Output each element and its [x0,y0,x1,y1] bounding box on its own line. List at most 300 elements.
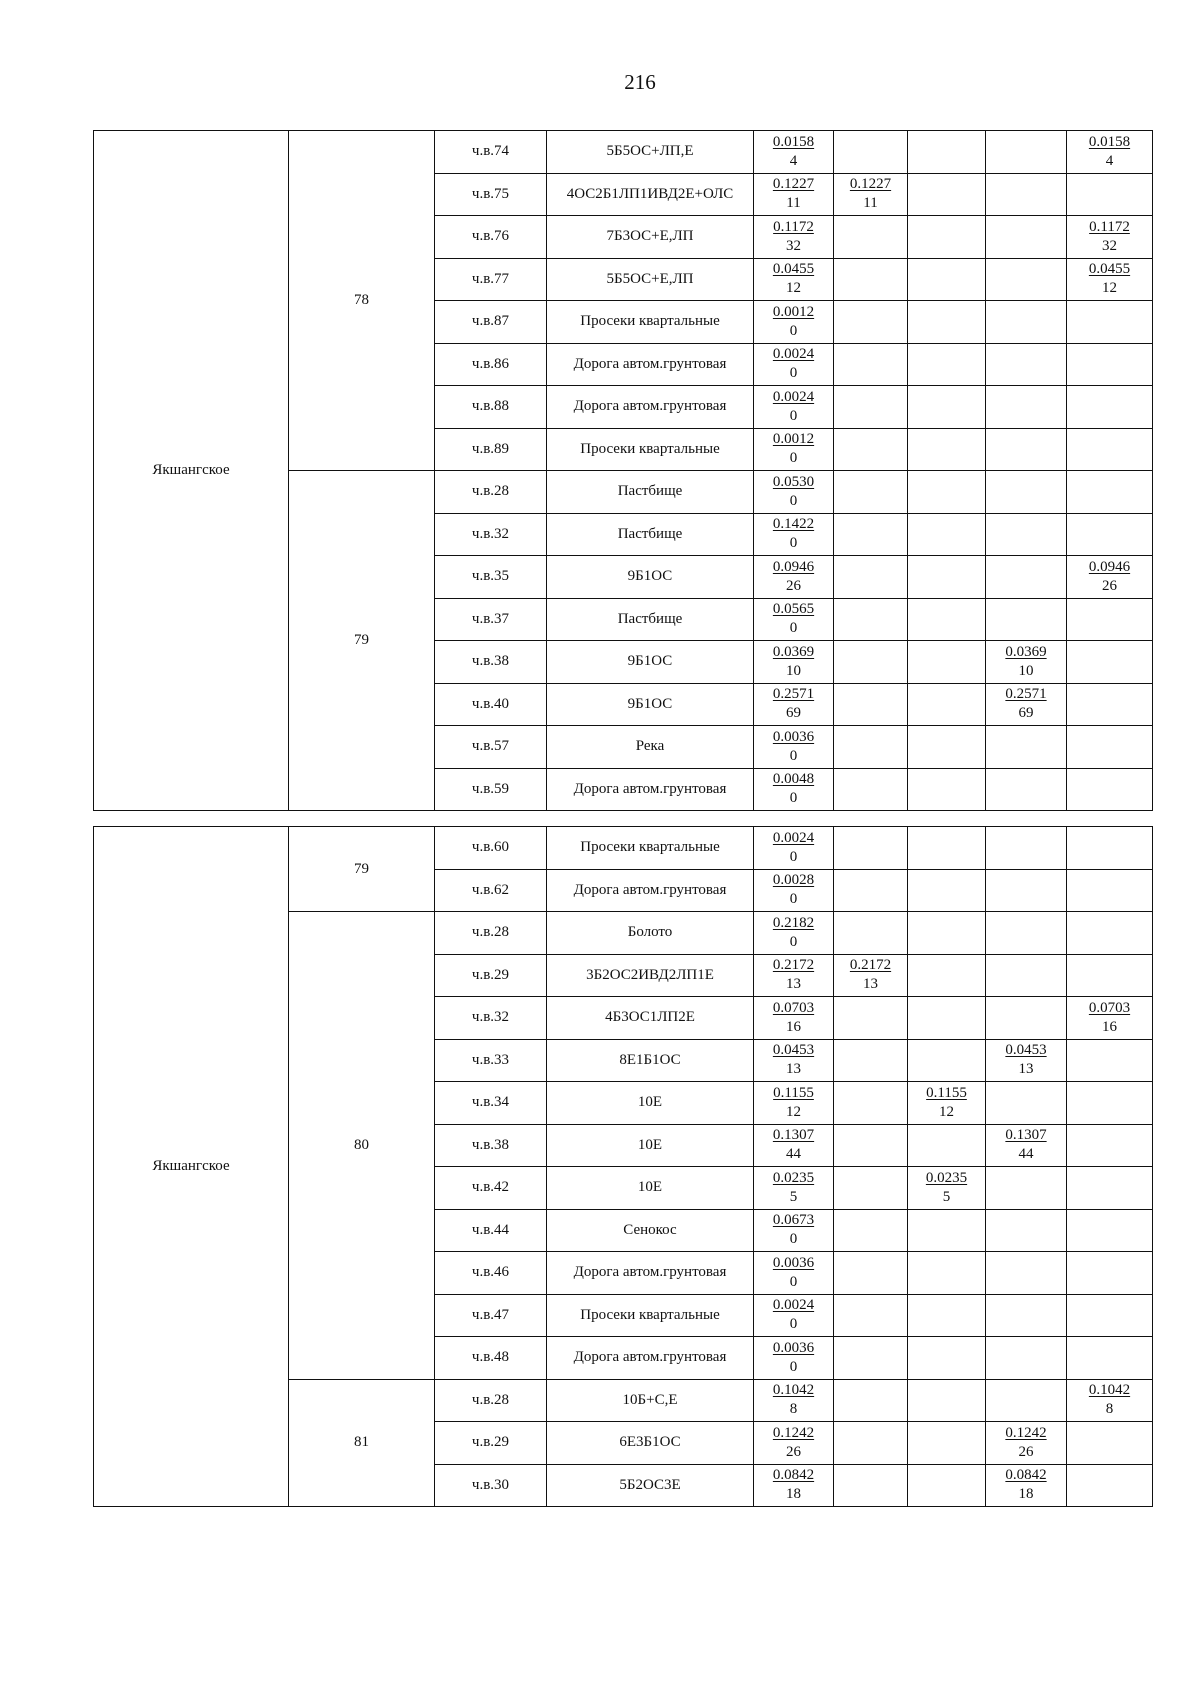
page-number: 216 [624,70,656,94]
kvartal-number-cell: 78 [289,131,435,471]
volume-value: 13 [863,976,878,993]
part-cell: ч.в.59 [435,768,547,811]
value-cell [1067,1039,1153,1082]
area-value: 0.0036 [772,1254,815,1271]
value-cell [754,556,834,599]
volume-value: 12 [786,1103,801,1120]
volume-value: 0 [789,1358,798,1375]
stand-composition-cell: Дорога автом.грунтовая [547,869,754,912]
part-cell: ч.в.75 [435,173,547,216]
part-cell: ч.в.34 [435,1082,547,1125]
volume-value: 0 [789,1316,798,1333]
volume-value: 12 [786,280,801,297]
value-cell [1067,428,1153,471]
value-cell [834,173,908,216]
volume-value: 0 [789,620,798,637]
area-value: 0.0530 [772,473,815,490]
value-cell [834,997,908,1040]
volume-value: 13 [786,1061,801,1078]
area-value: 0.0012 [772,303,815,320]
area-value: 0.0024 [772,829,815,846]
value-cell [754,768,834,811]
value-cell [1067,768,1153,811]
value-cell [754,1379,834,1422]
value-cell [754,869,834,912]
value-cell [908,1294,986,1337]
value-cell [834,912,908,955]
value-cell [986,1124,1067,1167]
value-cell [834,1167,908,1210]
part-cell: ч.в.76 [435,216,547,259]
kvartal-number-cell: 80 [289,912,435,1380]
value-cell [986,1337,1067,1380]
volume-value: 26 [1102,577,1117,594]
area-value: 0.0036 [772,1339,815,1356]
area-value: 0.1155 [926,1084,967,1101]
part-cell: ч.в.42 [435,1167,547,1210]
volume-value: 69 [1018,705,1034,722]
value-cell [1067,1294,1153,1337]
value-cell [908,1124,986,1167]
value-cell [986,726,1067,769]
value-cell [754,428,834,471]
stand-composition-cell: Пастбище [547,471,754,514]
value-cell [834,343,908,386]
volume-value: 26 [1018,1443,1034,1460]
area-value: 0.1227 [849,176,892,193]
value-cell [986,827,1067,870]
value-cell [834,216,908,259]
value-cell [834,683,908,726]
value-cell [754,471,834,514]
value-cell [834,768,908,811]
value-cell [908,1337,986,1380]
value-cell [1067,683,1153,726]
part-cell: ч.в.47 [435,1294,547,1337]
area-value: 0.0028 [772,872,815,889]
value-cell [986,768,1067,811]
value-cell [908,954,986,997]
value-cell [754,683,834,726]
value-cell [986,173,1067,216]
stand-composition-cell: Сенокос [547,1209,754,1252]
value-cell [754,598,834,641]
value-cell [1067,131,1153,174]
value-cell [908,641,986,684]
volume-value: 0 [789,848,798,865]
value-cell [986,513,1067,556]
volume-value: 12 [1102,280,1117,297]
value-cell [834,556,908,599]
volume-value: 0 [789,933,798,950]
value-cell [908,1379,986,1422]
value-cell [754,1209,834,1252]
value-cell [754,1464,834,1507]
stand-composition-cell: Дорога автом.грунтовая [547,386,754,429]
stand-composition-cell: 5Б5ОС+Е,ЛП [547,258,754,301]
area-value: 0.1042 [1088,1382,1131,1399]
value-cell [1067,1209,1153,1252]
value-cell [908,1464,986,1507]
part-cell: ч.в.33 [435,1039,547,1082]
value-cell [1067,997,1153,1040]
volume-value: 13 [786,976,801,993]
volume-value: 4 [789,152,798,169]
area-value: 0.1422 [772,516,815,533]
value-cell [986,1379,1067,1422]
value-cell [834,428,908,471]
value-cell [986,301,1067,344]
part-cell: ч.в.89 [435,428,547,471]
volume-value: 0 [789,450,798,467]
table-row [94,131,1153,174]
area-value: 0.0024 [772,346,815,363]
value-cell [834,598,908,641]
volume-value: 0 [789,1273,798,1290]
volume-value: 18 [1018,1486,1034,1503]
value-cell [754,131,834,174]
area-value: 0.0842 [772,1467,815,1484]
value-cell [754,1422,834,1465]
stand-composition-cell: 6Е3Б1ОС [547,1422,754,1465]
value-cell [986,1209,1067,1252]
volume-value: 13 [1018,1061,1034,1078]
part-cell: ч.в.37 [435,598,547,641]
part-cell: ч.в.32 [435,513,547,556]
value-cell [1067,1422,1153,1465]
area-value: 0.0012 [772,431,815,448]
value-cell [986,997,1067,1040]
value-cell [986,1422,1067,1465]
value-cell [908,556,986,599]
value-cell [1067,513,1153,556]
volume-value: 0 [789,891,798,908]
value-cell [754,1124,834,1167]
value-cell [834,1039,908,1082]
value-cell [754,1082,834,1125]
value-cell [754,343,834,386]
value-cell [834,131,908,174]
volume-value: 32 [786,237,801,254]
area-value: 0.0158 [1088,133,1131,150]
value-cell [754,1039,834,1082]
volume-value: 0 [789,535,798,552]
value-cell [986,258,1067,301]
area-value: 0.2172 [849,957,892,974]
part-cell: ч.в.88 [435,386,547,429]
value-cell [986,869,1067,912]
stand-composition-cell: 7Б3ОС+Е,ЛП [547,216,754,259]
part-cell: ч.в.35 [435,556,547,599]
value-cell [908,1039,986,1082]
area-value: 0.0158 [772,133,815,150]
part-cell: ч.в.60 [435,827,547,870]
area-value: 0.0673 [772,1212,815,1229]
stand-composition-cell: 8Е1Б1ОС [547,1039,754,1082]
value-cell [754,173,834,216]
value-cell [834,726,908,769]
volume-value: 44 [786,1146,801,1163]
area-value: 0.1242 [1005,1424,1047,1441]
stand-composition-cell: 10Е [547,1124,754,1167]
value-cell [754,1294,834,1337]
stand-composition-cell: 9Б1ОС [547,556,754,599]
part-cell: ч.в.28 [435,912,547,955]
area-value: 0.0235 [772,1169,815,1186]
part-cell: ч.в.77 [435,258,547,301]
value-cell [834,301,908,344]
value-cell [986,216,1067,259]
part-cell: ч.в.29 [435,954,547,997]
volume-value: 16 [786,1018,801,1035]
kvartal-number-cell: 79 [289,827,435,912]
area-value: 0.0369 [1005,643,1047,660]
part-cell: ч.в.46 [435,1252,547,1295]
volume-value: 10 [786,662,801,679]
value-cell [754,997,834,1040]
area-value: 0.2571 [1005,686,1047,703]
value-cell [834,1124,908,1167]
area-value: 0.0946 [1088,558,1131,575]
stand-composition-cell: Река [547,726,754,769]
part-cell: ч.в.87 [435,301,547,344]
value-cell [754,827,834,870]
value-cell [754,1167,834,1210]
stand-composition-cell: 10Е [547,1082,754,1125]
value-cell [834,954,908,997]
value-cell [1067,954,1153,997]
volume-value: 0 [789,322,798,339]
stand-composition-cell: Просеки квартальные [547,301,754,344]
value-cell [986,428,1067,471]
value-cell [1067,258,1153,301]
value-cell [834,1252,908,1295]
area-value: 0.1242 [772,1424,815,1441]
value-cell [834,258,908,301]
volume-value: 18 [786,1486,801,1503]
area-value: 0.1307 [772,1127,815,1144]
volume-value: 11 [786,195,801,212]
value-cell [754,216,834,259]
area-value: 0.0369 [772,643,815,660]
value-cell [986,386,1067,429]
value-cell [1067,1124,1153,1167]
value-cell [986,471,1067,514]
value-cell [1067,827,1153,870]
part-cell: ч.в.28 [435,471,547,514]
kvartal-number-cell: 81 [289,1379,435,1507]
area-value: 0.2172 [772,957,815,974]
part-cell: ч.в.32 [435,997,547,1040]
volume-value: 0 [789,492,798,509]
area-value: 0.1042 [772,1382,815,1399]
value-cell [908,1167,986,1210]
stand-composition-cell: Дорога автом.грунтовая [547,1337,754,1380]
stand-composition-cell: 10Е [547,1167,754,1210]
value-cell [986,954,1067,997]
value-cell [908,1422,986,1465]
area-value: 0.0703 [1088,999,1131,1016]
value-cell [908,827,986,870]
value-cell [908,301,986,344]
value-cell [908,768,986,811]
volume-value: 0 [789,407,798,424]
value-cell [754,258,834,301]
area-value: 0.0703 [772,999,815,1016]
value-cell [908,173,986,216]
value-cell [834,1082,908,1125]
volume-value: 8 [1105,1401,1114,1418]
stand-composition-cell: 10Б+С,Е [547,1379,754,1422]
value-cell [908,471,986,514]
value-cell [1067,598,1153,641]
value-cell [908,343,986,386]
value-cell [986,598,1067,641]
value-cell [754,301,834,344]
volume-value: 69 [786,705,801,722]
value-cell [986,1464,1067,1507]
volume-value: 8 [789,1401,798,1418]
value-cell [986,1082,1067,1125]
area-value: 0.1172 [773,218,814,235]
stand-composition-cell: 9Б1ОС [547,683,754,726]
forestry-name-cell: Якшангское [94,131,289,811]
value-cell [986,912,1067,955]
volume-value: 44 [1018,1146,1034,1163]
area-value: 0.0036 [772,728,815,745]
value-cell [1067,1252,1153,1295]
value-cell [986,683,1067,726]
value-cell [1067,641,1153,684]
value-cell [1067,386,1153,429]
value-cell [986,556,1067,599]
table-row [94,827,1153,870]
kvartal-number-cell: 79 [289,471,435,811]
part-cell: ч.в.29 [435,1422,547,1465]
area-value: 0.0024 [772,388,815,405]
value-cell [908,216,986,259]
volume-value: 16 [1102,1018,1117,1035]
area-value: 0.0565 [772,601,815,618]
area-value: 0.1227 [772,176,815,193]
value-cell [754,1337,834,1380]
value-cell [908,598,986,641]
area-value: 0.0842 [1005,1467,1047,1484]
value-cell [834,1422,908,1465]
stand-composition-cell: Просеки квартальные [547,428,754,471]
area-value: 0.2182 [772,914,815,931]
volume-value: 10 [1018,662,1034,679]
stand-composition-cell: 9Б1ОС [547,641,754,684]
value-cell [908,997,986,1040]
volume-value: 0 [789,365,798,382]
volume-value: 32 [1102,237,1117,254]
value-cell [908,386,986,429]
area-value: 0.0048 [772,771,815,788]
value-cell [1067,556,1153,599]
value-cell [986,1294,1067,1337]
value-cell [1067,1379,1153,1422]
value-cell [908,683,986,726]
part-cell: ч.в.57 [435,726,547,769]
value-cell [834,641,908,684]
area-value: 0.0455 [1088,261,1131,278]
part-cell: ч.в.40 [435,683,547,726]
value-cell [834,1464,908,1507]
stand-composition-cell: Просеки квартальные [547,1294,754,1337]
value-cell [908,1082,986,1125]
part-cell: ч.в.30 [435,1464,547,1507]
value-cell [754,954,834,997]
value-cell [1067,869,1153,912]
area-value: 0.1172 [1089,218,1130,235]
value-cell [986,641,1067,684]
volume-value: 4 [1105,152,1114,169]
value-cell [1067,1337,1153,1380]
value-cell [754,513,834,556]
value-cell [908,258,986,301]
value-cell [908,513,986,556]
forest-table-1 [93,130,1153,811]
value-cell [1067,343,1153,386]
value-cell [986,1167,1067,1210]
volume-value: 0 [789,790,798,807]
value-cell [1067,216,1153,259]
value-cell [986,343,1067,386]
stand-composition-cell: Пастбище [547,598,754,641]
volume-value: 0 [789,1231,798,1248]
value-cell [1067,912,1153,955]
forest-table-2 [93,826,1153,1507]
value-cell [1067,1464,1153,1507]
value-cell [1067,1082,1153,1125]
value-cell [908,428,986,471]
value-cell [754,1252,834,1295]
value-cell [834,386,908,429]
value-cell [754,641,834,684]
stand-composition-cell: Дорога автом.грунтовая [547,343,754,386]
volume-value: 26 [786,1443,801,1460]
value-cell [1067,471,1153,514]
value-cell [754,912,834,955]
value-cell [986,1039,1067,1082]
volume-value: 11 [863,195,878,212]
volume-value: 0 [789,747,798,764]
part-cell: ч.в.74 [435,131,547,174]
stand-composition-cell: 4Б3ОС1ЛП2Е [547,997,754,1040]
value-cell [754,386,834,429]
part-cell: ч.в.38 [435,641,547,684]
stand-composition-cell: Просеки квартальные [547,827,754,870]
forestry-name-cell: Якшангское [94,827,289,1507]
value-cell [834,827,908,870]
value-cell [834,1379,908,1422]
stand-composition-cell: Дорога автом.грунтовая [547,1252,754,1295]
volume-value: 5 [942,1188,951,1205]
value-cell [986,131,1067,174]
part-cell: ч.в.62 [435,869,547,912]
part-cell: ч.в.48 [435,1337,547,1380]
area-value: 0.1307 [1005,1127,1047,1144]
area-value: 0.0235 [925,1169,968,1186]
volume-value: 12 [939,1103,954,1120]
value-cell [1067,1167,1153,1210]
value-cell [908,1252,986,1295]
value-cell [1067,173,1153,216]
value-cell [834,1294,908,1337]
stand-composition-cell: 5Б5ОС+ЛП,Е [547,131,754,174]
value-cell [908,1209,986,1252]
